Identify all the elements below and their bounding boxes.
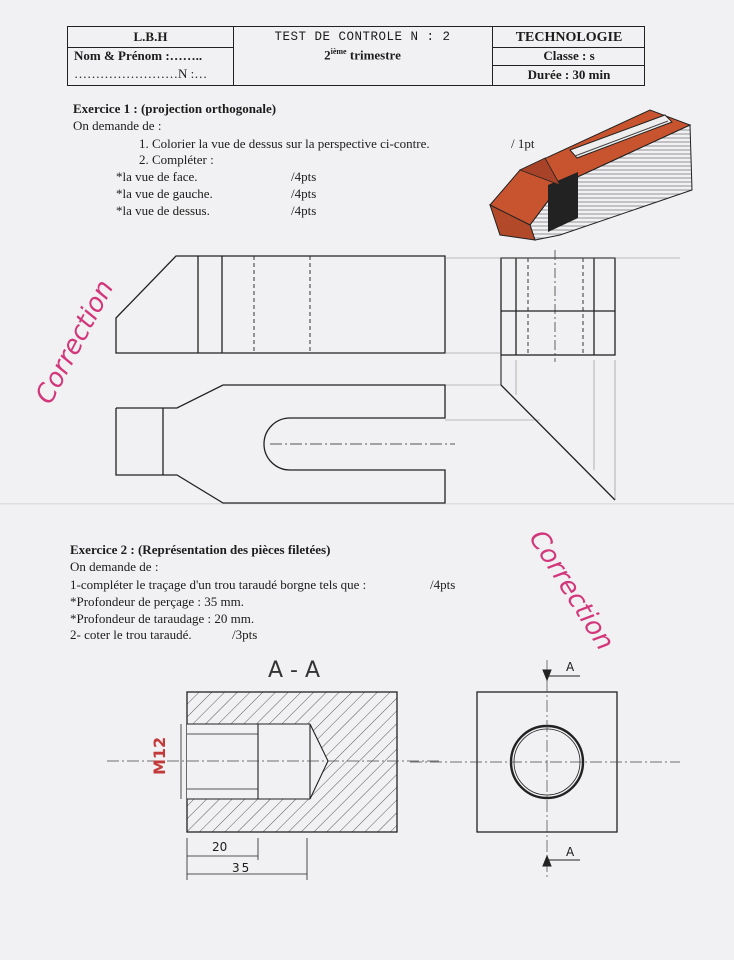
exercise2-line4-points: /3pts — [232, 627, 258, 642]
section-view — [107, 692, 440, 880]
section-label: A - A — [268, 658, 321, 683]
exercise1-sub3-label: *la vue de dessus. — [116, 203, 210, 218]
exercise1-intro: On demande de : — [73, 118, 162, 133]
exercise1-title: Exercice 1 : (projection orthogonale) — [73, 101, 277, 116]
class-field: Classe : s — [493, 48, 645, 66]
trimester-superscript: ième — [330, 47, 347, 56]
miter-line — [501, 385, 615, 500]
subject: TECHNOLOGIE — [493, 30, 645, 48]
exercise2-line1: 1-compléter le traçage d'un trou taraudé borgne tels que : — [70, 577, 367, 592]
exercise2-line2: *Profondeur de perçage : 35 mm. — [70, 594, 245, 609]
end-view — [410, 660, 680, 880]
number-field: ……………………N :… — [74, 66, 208, 81]
cut-label-top: A — [566, 660, 575, 674]
exercise1-sub1-label: *la vue de face. — [116, 169, 198, 184]
exercise2-line4: 2- coter le trou taraudé. — [70, 627, 192, 642]
perspective-drawing — [490, 110, 692, 240]
exercise1-item2: 2. Compléter : — [139, 152, 214, 167]
dim-drill-depth: 35 — [232, 861, 252, 875]
exercise1-sub1-points: /4pts — [291, 169, 317, 184]
top-view — [116, 385, 455, 503]
exercise1-item1-points: / 1pt — [511, 136, 535, 151]
cut-label-bottom: A — [566, 845, 575, 859]
duration: Durée : 30 min — [527, 67, 611, 82]
exercise1-sub2-points: /4pts — [291, 186, 317, 201]
left-view — [501, 250, 615, 362]
test-title: TEST DE CONTROLE N : 2 — [274, 30, 451, 44]
exercise2-line1-points: /4pts — [430, 577, 456, 592]
exercise2-title: Exercice 2 : (Représentation des pièces filetées) — [70, 542, 331, 557]
construction-lines — [445, 258, 680, 500]
school-name: L.B.H — [68, 29, 233, 48]
exercise1-sub3-points: /4pts — [291, 203, 317, 218]
exercise1-item1: 1. Colorier la vue de dessus sur la perspective ci-contre. — [139, 136, 430, 151]
front-view — [116, 256, 445, 353]
correction-annotation-2: Correction — [522, 525, 620, 656]
thread-label: M12 — [150, 736, 169, 775]
trimester-number: 2 — [324, 47, 331, 63]
exercise1-sub2-label: *la vue de gauche. — [116, 186, 213, 201]
exercise2-intro: On demande de : — [70, 559, 159, 574]
correction-annotation-1: Correction — [30, 275, 121, 410]
name-field: Nom & Prénom :…….. — [74, 48, 203, 63]
dim-tap-depth: 20 — [212, 840, 228, 854]
trimester-word: trimestre — [349, 47, 401, 63]
exercise2-line3: *Profondeur de taraudage : 20 mm. — [70, 611, 255, 626]
